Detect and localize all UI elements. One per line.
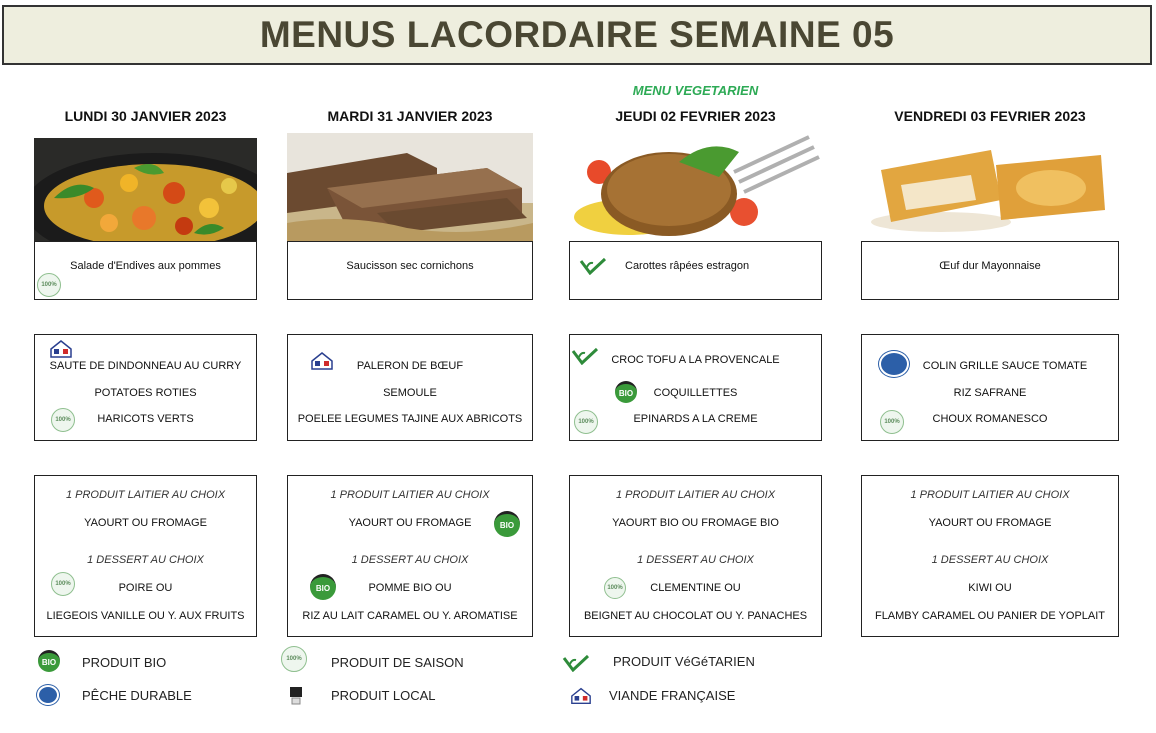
main-item-monday-3: HARICOTS VERTS bbox=[97, 413, 194, 425]
starter-box-monday bbox=[34, 241, 257, 300]
legend-fishing-label: PÊCHE DURABLE bbox=[82, 688, 192, 703]
seasonal-product-icon: 100% bbox=[880, 410, 904, 434]
legend-seasonal-label: PRODUIT DE SAISON bbox=[331, 655, 464, 670]
main-item-monday-1: SAUTE DE DINDONNEAU AU CURRY bbox=[49, 360, 242, 372]
dessert-thursday-2: BEIGNET AU CHOCOLAT OU Y. PANACHES bbox=[583, 610, 808, 622]
main-item-friday-1: COLIN GRILLE SAUCE TOMATE bbox=[922, 360, 1088, 372]
main-box-thursday bbox=[569, 334, 822, 441]
dessert-box-friday bbox=[861, 475, 1119, 637]
main-box-monday bbox=[34, 334, 257, 441]
dairy-heading-monday: 1 PRODUIT LAITIER AU CHOIX bbox=[65, 489, 226, 501]
starter-thursday: Carottes râpées estragon bbox=[625, 260, 750, 272]
legend-vegetarian-label: PRODUIT VéGéTARIEN bbox=[613, 654, 755, 669]
main-item-thursday-1: CROC TOFU A LA PROVENCALE bbox=[611, 354, 780, 366]
page-title: MENUS LACORDAIRE SEMAINE 05 bbox=[259, 14, 895, 55]
dessert-heading-monday: 1 DESSERT AU CHOIX bbox=[87, 554, 204, 566]
dessert-heading-tuesday: 1 DESSERT AU CHOIX bbox=[351, 554, 469, 566]
starter-friday: Œuf dur Mayonnaise bbox=[939, 260, 1041, 272]
photo-tofu-croc bbox=[569, 132, 822, 242]
photo-beef-dish bbox=[287, 133, 533, 242]
dessert-box-tuesday bbox=[287, 475, 533, 637]
dairy-thursday: YAOURT BIO OU FROMAGE BIO bbox=[612, 517, 779, 529]
dessert-tuesday-2: RIZ AU LAIT CARAMEL OU Y. AROMATISE bbox=[302, 610, 518, 622]
french-meat-icon bbox=[49, 339, 73, 359]
dairy-heading-tuesday: 1 PRODUIT LAITIER AU CHOIX bbox=[330, 489, 490, 501]
main-box-friday bbox=[861, 334, 1119, 441]
legend-local-label: PRODUIT LOCAL bbox=[331, 688, 436, 703]
starter-box-friday bbox=[861, 241, 1119, 300]
legend-french-meat-icon bbox=[570, 686, 592, 706]
vegetarian-menu-tag: MENU VEGETARIEN bbox=[632, 83, 759, 98]
day-header-tuesday: MARDI 31 JANVIER 2023 bbox=[327, 108, 493, 124]
photo-fish-fillets bbox=[861, 140, 1119, 240]
vegetarian-icon bbox=[579, 257, 607, 275]
legend-local-icon bbox=[288, 686, 304, 706]
legend-fishing-icon bbox=[37, 685, 59, 705]
day-header-monday: LUNDI 30 JANVIER 2023 bbox=[64, 108, 227, 124]
dairy-heading-thursday: 1 PRODUIT LAITIER AU CHOIX bbox=[615, 489, 776, 501]
dessert-friday-1: KIWI OU bbox=[968, 582, 1012, 594]
legend-french-meat-label: VIANDE FRANÇAISE bbox=[609, 688, 736, 703]
main-item-friday-3: CHOUX ROMANESCO bbox=[932, 413, 1048, 425]
starter-monday: Salade d'Endives aux pommes bbox=[70, 260, 221, 272]
organic-product-icon: BIO bbox=[494, 511, 520, 537]
page-title-banner bbox=[2, 5, 1152, 65]
main-item-thursday-3: EPINARDS A LA CREME bbox=[633, 413, 758, 425]
legend-bio-icon: BIO bbox=[38, 650, 60, 672]
starter-box-thursday bbox=[569, 241, 822, 300]
seasonal-product-icon: 100% bbox=[37, 273, 61, 297]
organic-product-icon: BIO bbox=[615, 381, 637, 403]
main-box-tuesday bbox=[287, 334, 533, 441]
organic-product-icon: BIO bbox=[310, 574, 336, 600]
day-header-friday: VENDREDI 03 FEVRIER 2023 bbox=[894, 108, 1086, 124]
main-item-thursday-2: COQUILLETTES bbox=[653, 387, 738, 399]
main-item-friday-2: RIZ SAFRANE bbox=[953, 387, 1027, 399]
dessert-box-thursday bbox=[569, 475, 822, 637]
dessert-box-monday bbox=[34, 475, 257, 637]
photo-curry-dish bbox=[34, 138, 257, 242]
main-item-tuesday-1: PALERON DE BŒUF bbox=[356, 360, 464, 372]
seasonal-product-icon: 100% bbox=[574, 410, 598, 434]
dairy-tuesday: YAOURT OU FROMAGE bbox=[348, 517, 472, 529]
dessert-monday-1: POIRE OU bbox=[118, 582, 173, 594]
dairy-friday: YAOURT OU FROMAGE bbox=[928, 517, 1052, 529]
main-item-monday-2: POTATOES ROTIES bbox=[94, 387, 197, 399]
dairy-monday: YAOURT OU FROMAGE bbox=[84, 517, 207, 529]
dessert-friday-2: FLAMBY CARAMEL OU PANIER DE YOPLAIT bbox=[874, 610, 1106, 622]
main-item-tuesday-3: POELEE LEGUMES TAJINE AUX ABRICOTS bbox=[297, 413, 523, 425]
dessert-thursday-1: CLEMENTINE OU bbox=[650, 582, 741, 594]
day-header-thursday: JEUDI 02 FEVRIER 2023 bbox=[615, 108, 776, 124]
seasonal-product-icon: 100% bbox=[51, 572, 75, 596]
legend-bio-label: PRODUIT BIO bbox=[82, 655, 167, 670]
dessert-heading-friday: 1 DESSERT AU CHOIX bbox=[931, 554, 1049, 566]
dairy-heading-friday: 1 PRODUIT LAITIER AU CHOIX bbox=[910, 489, 1070, 501]
legend-vegetarian-icon bbox=[562, 654, 590, 672]
legend-seasonal-icon: 100% bbox=[281, 646, 307, 672]
dessert-heading-thursday: 1 DESSERT AU CHOIX bbox=[637, 554, 754, 566]
seasonal-product-icon: 100% bbox=[51, 408, 75, 432]
dessert-monday-2: LIEGEOIS VANILLE OU Y. AUX FRUITS bbox=[46, 610, 245, 622]
dessert-tuesday-1: POMME BIO OU bbox=[368, 582, 452, 594]
main-item-tuesday-2: SEMOULE bbox=[383, 387, 437, 399]
starter-tuesday: Saucisson sec cornichons bbox=[346, 260, 474, 272]
starter-box-tuesday bbox=[287, 241, 533, 300]
seasonal-product-icon: 100% bbox=[604, 577, 626, 599]
